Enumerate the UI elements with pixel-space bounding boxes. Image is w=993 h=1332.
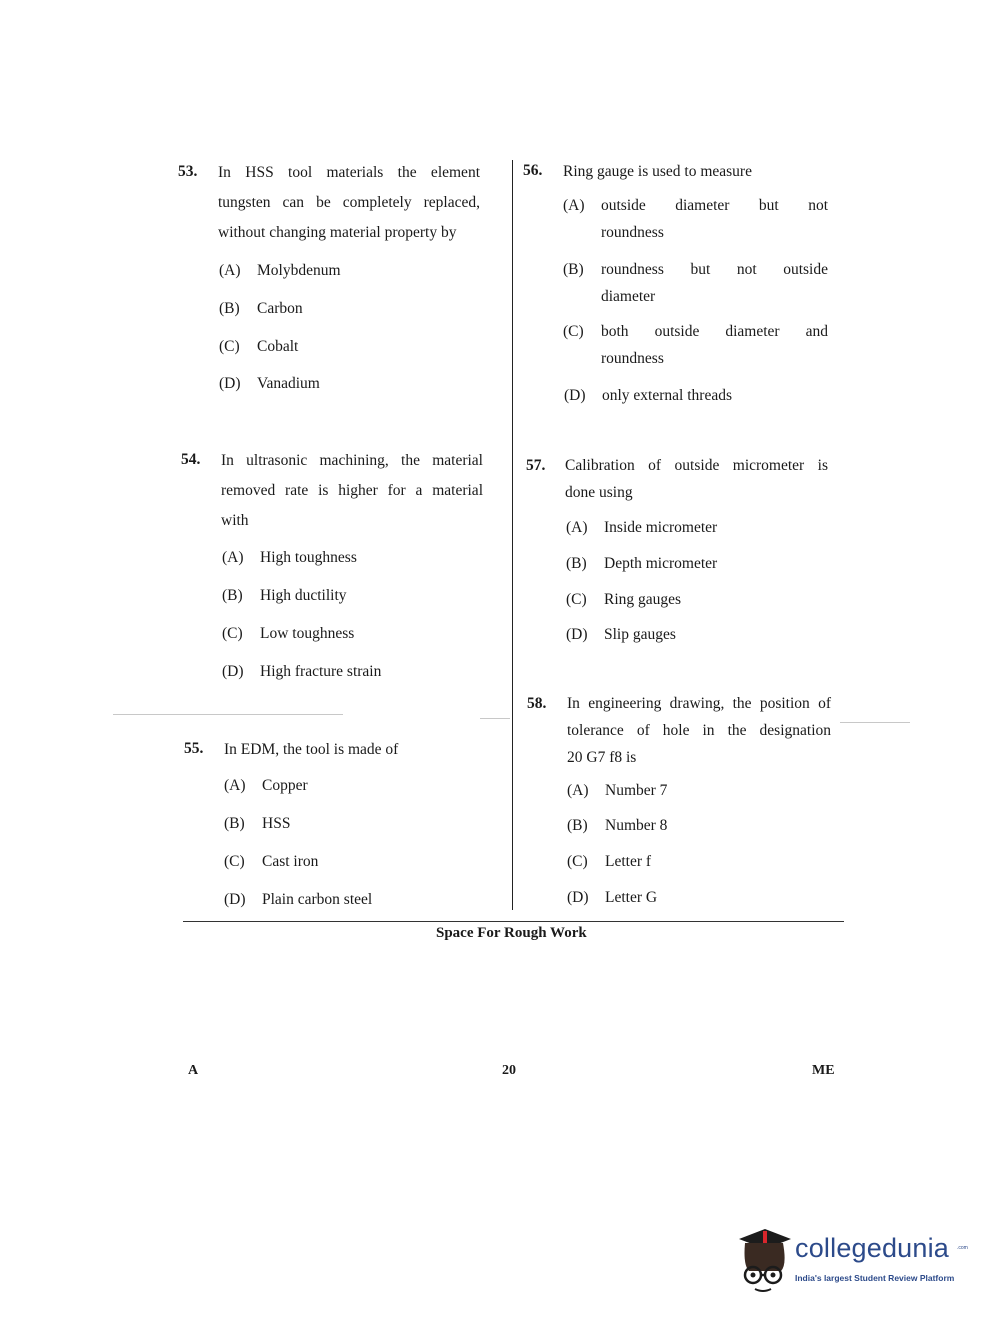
question-number: 56. <box>523 162 543 179</box>
option-label: (C) <box>224 853 245 870</box>
option-label: (C) <box>566 591 587 608</box>
option-a <box>566 519 717 537</box>
option-label: (A) <box>222 549 244 566</box>
question-stem <box>565 452 828 506</box>
question-number: 57. <box>526 457 546 474</box>
option-label: (A) <box>563 197 585 214</box>
scan-artifact-line <box>113 714 343 715</box>
stem-line: In ultrasonic machining, the material <box>221 452 483 469</box>
question-stem <box>218 158 480 248</box>
option-d <box>564 382 829 409</box>
option-b <box>566 555 717 573</box>
bottom-rule <box>183 921 844 922</box>
footer-page-number: 20 <box>502 1063 516 1078</box>
option-c <box>224 853 318 871</box>
option-b <box>222 587 347 605</box>
option-a <box>563 192 828 246</box>
option-b <box>567 817 667 835</box>
footer-set-code: A <box>188 1063 199 1078</box>
option-label: (A) <box>219 262 241 279</box>
option-label: (A) <box>224 777 246 794</box>
option-label: (D) <box>564 387 586 404</box>
logo-wordmark: collegedunia <box>795 1233 950 1263</box>
option-label: (C) <box>222 625 243 642</box>
stem-line: In HSS tool materials the element <box>218 164 480 181</box>
option-text: High ductility <box>260 587 347 604</box>
option-label: (B) <box>563 261 584 278</box>
scan-artifact-line <box>840 722 910 723</box>
question-57 <box>526 452 836 652</box>
option-text: Slip gauges <box>604 626 676 643</box>
option-label: (B) <box>566 555 587 572</box>
option-label: (B) <box>224 815 245 832</box>
option-c <box>219 338 298 356</box>
question-stem <box>224 735 486 765</box>
option-text-line: roundness but not outside <box>601 261 828 278</box>
option-text: HSS <box>262 815 291 832</box>
option-a <box>567 782 667 800</box>
question-55 <box>184 735 494 915</box>
scan-artifact-line <box>480 718 510 719</box>
question-number: 58. <box>527 695 547 712</box>
stem-line: Calibration of outside micrometer is <box>565 457 828 474</box>
option-text: Number 8 <box>605 817 668 834</box>
option-label: (C) <box>567 853 588 870</box>
option-text: High toughness <box>260 549 357 566</box>
question-58 <box>527 690 837 915</box>
column-divider <box>512 160 513 910</box>
option-c <box>563 318 828 372</box>
option-d <box>219 375 320 393</box>
option-text: Ring gauges <box>604 591 682 608</box>
option-text: Cast iron <box>262 853 319 870</box>
stem-line: 20 G7 f8 is <box>567 749 637 766</box>
mascot-icon <box>735 1225 793 1295</box>
option-d <box>224 891 372 909</box>
rough-work-caption: Space For Rough Work <box>436 925 587 941</box>
logo-suffix: .com <box>957 1245 968 1251</box>
option-label: (A) <box>566 519 588 536</box>
stem-line: In engineering drawing, the position of <box>567 695 831 712</box>
option-label: (B) <box>567 817 588 834</box>
option-text: Vanadium <box>257 375 320 392</box>
option-text: Carbon <box>257 300 303 317</box>
option-a <box>224 777 308 795</box>
option-text-line: only external threads <box>602 387 732 404</box>
question-stem <box>567 690 831 771</box>
option-label: (C) <box>563 323 584 340</box>
question-56 <box>523 157 833 412</box>
question-54 <box>181 446 491 691</box>
stem-line: tungsten can be completely replaced, <box>218 194 480 211</box>
option-label: (D) <box>566 626 588 643</box>
question-stem <box>563 157 825 187</box>
question-number: 53. <box>178 163 198 180</box>
option-text: Cobalt <box>257 338 299 355</box>
option-a <box>222 549 357 567</box>
stem-line: done using <box>565 484 633 501</box>
option-a <box>219 262 341 280</box>
option-c <box>567 853 651 871</box>
question-53 <box>178 158 488 403</box>
option-text: Plain carbon steel <box>262 891 373 908</box>
option-text-line: roundness <box>601 224 664 241</box>
option-b <box>224 815 290 833</box>
stem-line: tolerance of hole in the designation <box>567 722 831 739</box>
option-text: Number 7 <box>605 782 668 799</box>
stem-line: with <box>221 512 249 529</box>
footer-subject-code: ME <box>812 1063 835 1078</box>
option-label: (D) <box>219 375 241 392</box>
logo-tagline: India's largest Student Review Platform <box>795 1273 955 1283</box>
option-text: Molybdenum <box>257 262 341 279</box>
option-label: (B) <box>222 587 243 604</box>
option-b <box>219 300 303 318</box>
option-d <box>566 626 676 644</box>
option-text-line: roundness <box>601 350 664 367</box>
option-label: (A) <box>567 782 589 799</box>
option-text: Letter G <box>605 889 658 906</box>
option-label: (C) <box>219 338 240 355</box>
option-c <box>566 591 681 609</box>
option-label: (D) <box>567 889 589 906</box>
option-text-line: both outside diameter and <box>601 323 828 340</box>
stem-line: Ring gauge is used to measure <box>563 163 752 180</box>
option-d <box>222 663 381 681</box>
collegedunia-logo <box>735 1225 968 1295</box>
question-stem <box>221 446 483 536</box>
stem-line: without changing material property by <box>218 224 457 241</box>
option-label: (D) <box>222 663 244 680</box>
option-b <box>563 256 828 310</box>
option-text: High fracture strain <box>260 663 382 680</box>
question-number: 55. <box>184 740 204 757</box>
option-text-line: diameter <box>601 288 656 305</box>
stem-line: In EDM, the tool is made of <box>224 741 399 758</box>
option-label: (B) <box>219 300 240 317</box>
option-text: Low toughness <box>260 625 355 642</box>
option-d <box>567 889 657 907</box>
question-number: 54. <box>181 451 201 468</box>
option-label: (D) <box>224 891 246 908</box>
option-text: Letter f <box>605 853 652 870</box>
option-c <box>222 625 354 643</box>
option-text: Depth micrometer <box>604 555 718 572</box>
option-text: Inside micrometer <box>604 519 718 536</box>
option-text-line: outside diameter but not <box>601 197 828 214</box>
stem-line: removed rate is higher for a material <box>221 482 483 499</box>
option-text: Copper <box>262 777 308 794</box>
